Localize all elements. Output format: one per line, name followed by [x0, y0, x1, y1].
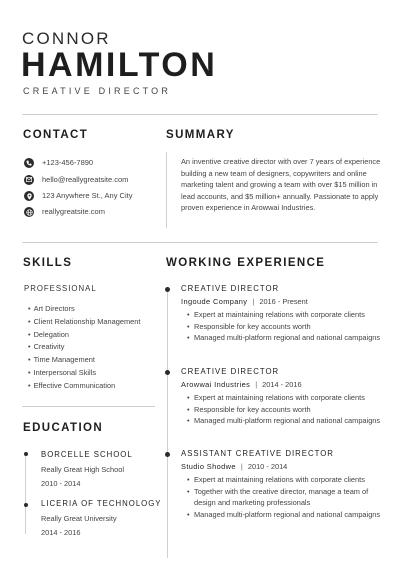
contact-address	[24, 190, 132, 202]
location-icon	[24, 191, 34, 201]
last-name: HAMILTON	[21, 46, 218, 84]
job-period: 2016 - Present	[259, 296, 308, 306]
job-entry	[181, 368, 386, 427]
education-title: EDUCATION	[23, 422, 104, 434]
contact-website	[24, 206, 105, 218]
list-item: • Time Management	[28, 354, 140, 367]
job-entry	[181, 285, 386, 344]
list-item: • Managed multi-platform regional and national campaigns	[187, 415, 386, 427]
job-company: Studio Shodwe	[181, 461, 236, 471]
list-item: • Expert at maintaining relations with corporate clients	[187, 392, 386, 404]
education-name: Really Great University	[41, 513, 117, 523]
experience-title: WORKING EXPERIENCE	[166, 257, 326, 269]
education-years: 2014 - 2016	[41, 528, 81, 538]
contact-email-text: hello@reallygreatsite.com	[42, 174, 129, 184]
list-item: • Responsible for key accounts worth	[187, 321, 386, 333]
skills-list	[28, 303, 140, 393]
contact-phone	[24, 157, 93, 169]
contact-address-text: 123 Anywhere St., Any City	[42, 191, 133, 201]
education-school: LICERIA OF TECHNOLOGY	[41, 499, 162, 508]
job-meta	[181, 463, 386, 470]
job-bullets	[181, 309, 386, 344]
list-item: • Together with the creative director, manage a team of design and marketing professionals	[187, 486, 386, 509]
list-item: • Creativity	[28, 341, 140, 354]
education-timeline	[25, 452, 26, 534]
skills-subtitle: PROFESSIONAL	[24, 284, 97, 293]
summary-text: An inventive creative director with over 7 years of experience building a new team of designers, copywriters and online marketing talent and growing a team with over $15 million in lead accounts, and $5 million+ annually. Passionate to apply proven experience in Arowwai Industries.	[181, 157, 381, 213]
globe-icon	[24, 207, 34, 217]
job-title: CREATIVE DIRECTOR	[181, 284, 280, 293]
list-item: • Client Relationship Management	[28, 316, 140, 329]
job-bullets	[181, 474, 386, 520]
timeline-dot	[165, 370, 170, 375]
list-item: • Interpersonal Skills	[28, 367, 140, 380]
job-title: ASSISTANT CREATIVE DIRECTOR	[181, 449, 334, 458]
timeline-dot	[24, 503, 28, 507]
job-separator: |	[240, 461, 243, 471]
email-icon	[24, 175, 34, 185]
timeline-dot	[165, 452, 170, 457]
job-company: Arowwai Industries	[181, 379, 251, 389]
job-title: CREATIVE DIRECTOR	[23, 86, 172, 96]
list-item: • Expert at maintaining relations with corporate clients	[187, 309, 386, 321]
job-bullets	[181, 392, 386, 427]
skills-divider	[22, 406, 155, 407]
job-meta	[181, 381, 386, 388]
list-item: • Responsible for key accounts worth	[187, 404, 386, 416]
list-item: • Managed multi-platform regional and national campaigns	[187, 509, 386, 521]
experience-timeline	[167, 288, 168, 558]
job-separator: |	[255, 379, 258, 389]
list-item: • Delegation	[28, 329, 140, 342]
education-item	[41, 500, 162, 537]
education-years: 2010 - 2014	[41, 479, 81, 489]
job-entry	[181, 450, 386, 521]
contact-title: CONTACT	[23, 129, 89, 141]
column-divider-top	[166, 152, 167, 228]
contact-website-text: reallygreatsite.com	[42, 207, 105, 217]
list-item: • Expert at maintaining relations with corporate clients	[187, 474, 386, 486]
job-period: 2014 - 2016	[262, 379, 302, 389]
list-item: • Effective Communication	[28, 380, 140, 393]
timeline-dot	[165, 287, 170, 292]
education-name: Really Great High School	[41, 464, 124, 474]
list-item: • Managed multi-platform regional and national campaigns	[187, 332, 386, 344]
education-school: BORCELLE SCHOOL	[41, 450, 133, 459]
section-divider	[22, 242, 378, 243]
header-divider	[22, 114, 378, 115]
job-title: CREATIVE DIRECTOR	[181, 367, 280, 376]
first-name: CONNOR	[22, 29, 111, 48]
education-item	[41, 451, 133, 488]
job-separator: |	[252, 296, 255, 306]
summary-title: SUMMARY	[166, 129, 235, 141]
phone-icon	[24, 158, 34, 168]
timeline-dot	[24, 452, 28, 456]
list-item: • Art Directors	[28, 303, 140, 316]
skills-title: SKILLS	[23, 257, 73, 269]
contact-phone-text: +123-456-7890	[42, 158, 94, 168]
job-meta	[181, 298, 386, 305]
job-period: 2010 - 2014	[247, 461, 288, 471]
job-company: Ingoude Company	[181, 296, 248, 306]
contact-email	[24, 174, 128, 186]
